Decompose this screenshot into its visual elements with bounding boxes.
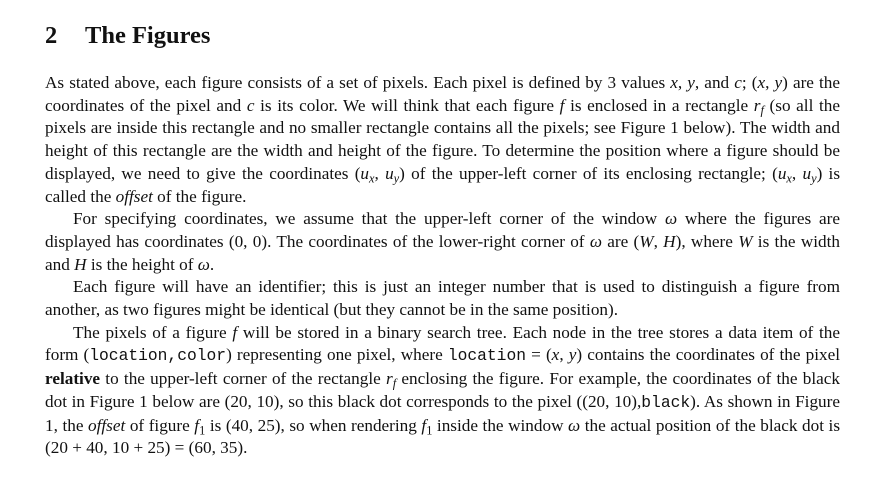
section-number: 2 <box>45 22 58 49</box>
document-page <box>45 14 840 460</box>
paragraph-3: Each figure will have an identifier; this is just an integer number that is used to distinguish a figure from another, as two figures might be identical (but they cannot be in the same position). <box>45 277 840 320</box>
paragraph-4: The pixels of a figure f will be stored in a binary search tree. Each node in the tree stores a data item of the form (location,color) representing one pixel, where location = (x, y) contains the coordinates of the pixel relative to the upper-left corner of the rectangle $r_f$ enclosing the figure. For example, the coordinates of the black dot in Figure 1 below are (20, 10), so this black dot corresponds to the pixel ((20, 10),black). As shown in Figure 1, the offset of figure $f_1$ is (40, 25), so when rendering $f_1$ inside the window ω the actual position of the black dot is (20 + 40, 10 + 25) = (60, 35). <box>45 322 841 458</box>
paragraph-2: For specifying coordinates, we assume that the upper-left corner of the window ω where the figures are displayed has coordinates (0, 0). The coordinates of the lower-right corner of ω are (W, H), where W is the width and H is the height of ω. <box>45 209 840 274</box>
paragraph-1: As stated above, each figure consists of a set of pixels. Each pixel is defined by 3 values x, y, and c; (x, y) are the coordinates of the pixel and c is its color. We will think that each figure f is enclosed in a rectangle $r_f$ (so all the pixels are inside this rectangle and no smaller rectangle contains all the pixels; see Figure 1 below). The width and height of this rectangle are the width and height of the figure. To determine the position where a figure should be displayed, we need to give the coordinates ($u_x$, $u_y$) of the upper-left corner of its enclosing rectangle; ($u_x$, $u_y$) is called the offset of the figure. <box>45 73 841 206</box>
section-title: The Figures <box>85 22 211 49</box>
section-heading <box>45 14 840 58</box>
